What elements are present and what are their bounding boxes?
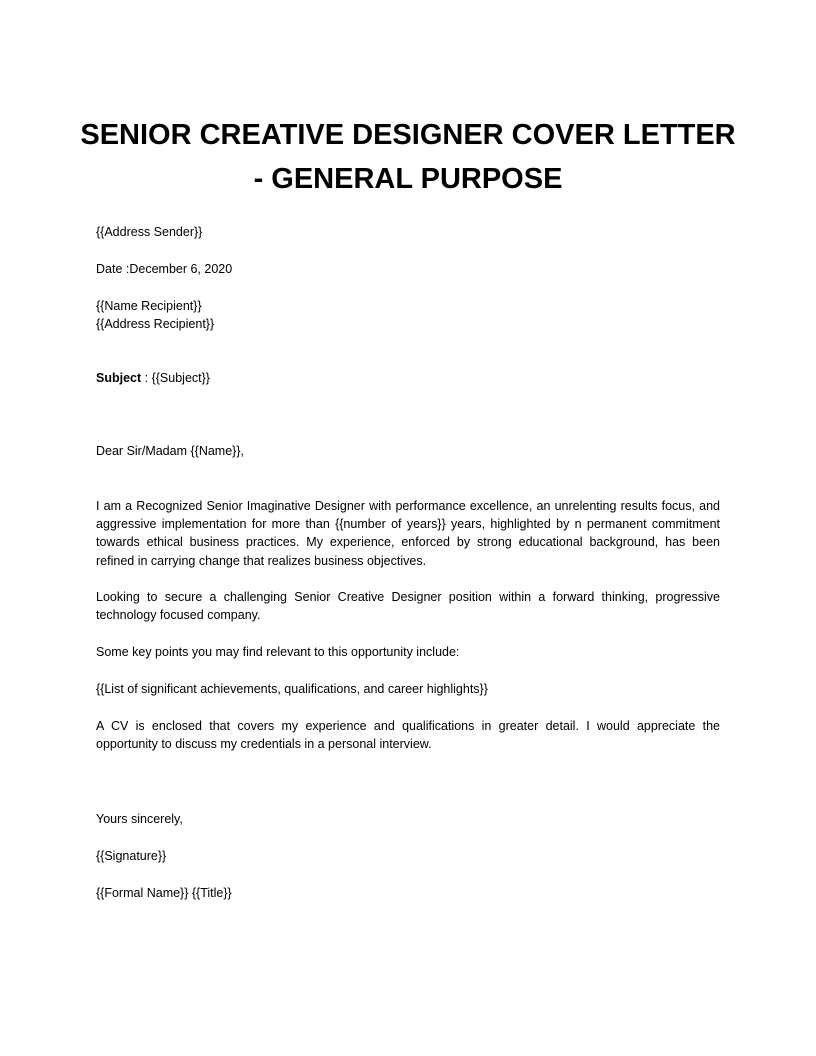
document-title — [80, 113, 736, 201]
title-line-2: - GENERAL PURPOSE — [253, 163, 563, 195]
subject-label: Subject — [96, 371, 142, 385]
salutation: Dear Sir/Madam {{Name}}, — [96, 444, 244, 458]
subject-line — [96, 369, 720, 387]
paragraph-key-points: Some key points you may find relevant to this opportunity include: — [96, 645, 460, 659]
name-recipient: {{Name Recipient}} — [96, 299, 202, 313]
signature: {{Signature}} — [96, 849, 167, 863]
letter-date: Date :December 6, 2020 — [96, 262, 233, 276]
paragraph-intro: I am a Recognized Senior Imaginative Designer with performance excellence, an unrelenting results focus, and aggressive implementation for more than {{number of years}} years, highlighted by n permanent commitment towards ethical business practices. My experience, enforced by strong educational background, has been refined in carrying change that realizes business objectives. — [96, 499, 720, 568]
paragraph-objective: Looking to secure a challenging Senior Creative Designer position within a forward thinking, progressive technology focused company. — [96, 590, 720, 623]
title-line-1: SENIOR CREATIVE DESIGNER COVER LETTER — [80, 119, 736, 151]
paragraph-achievements: {{List of significant achievements, qualifications, and career highlights}} — [96, 682, 488, 696]
address-sender: {{Address Sender}} — [96, 225, 203, 239]
paragraph-cv: A CV is enclosed that covers my experience and qualifications in greater detail. I would appreciate the opportunity to discuss my credentials in a personal interview. — [96, 719, 720, 752]
address-recipient: {{Address Recipient}} — [96, 317, 215, 331]
formal-name-title: {{Formal Name}} {{Title}} — [96, 886, 232, 900]
subject-value: : {{Subject}} — [141, 371, 210, 385]
closing: Yours sincerely, — [96, 812, 183, 826]
